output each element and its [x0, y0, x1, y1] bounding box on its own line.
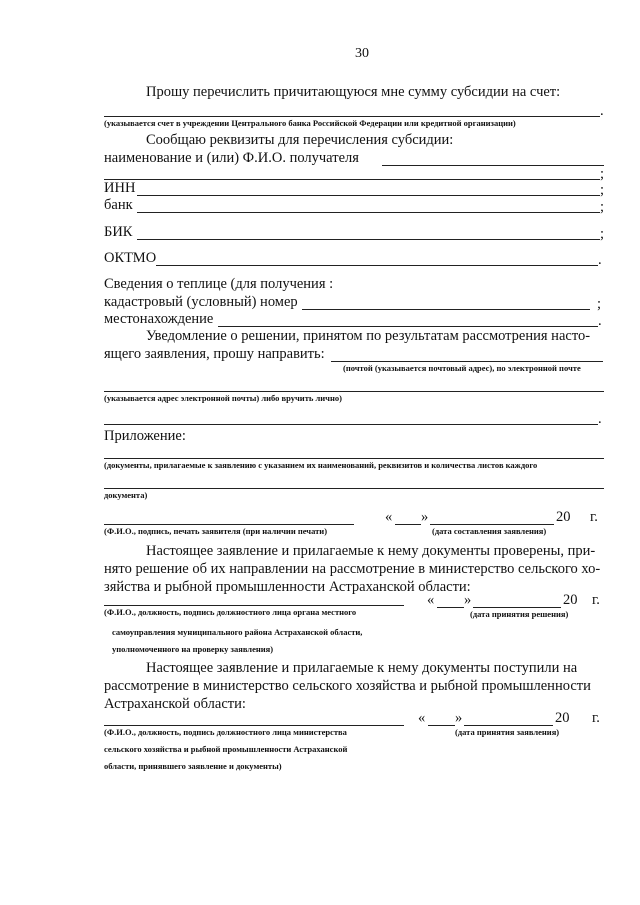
greenhouse-title: Сведения о теплице (для получения : [104, 276, 334, 292]
quote-open-2: « [427, 592, 435, 608]
hint-ministry-3: области, принявшего заявление и документы) [104, 761, 282, 771]
day-line [395, 524, 421, 525]
checked-line-1: Настоящее заявление и прилагаемые к нему документы проверены, при- [146, 543, 596, 559]
hint-post: (почтой (указывается почтовый адрес), по электронной почте [343, 363, 581, 373]
cadastral-semicolon: ; [597, 296, 602, 312]
recipient-line [382, 165, 604, 166]
requisites-intro: Сообщаю реквизиты для перечисления субсидии: [146, 132, 454, 148]
month-line-2 [473, 607, 561, 608]
quote-open: « [385, 509, 393, 525]
attachment-line-2 [104, 488, 604, 489]
bank-line [137, 212, 600, 213]
oktmo-label: ОКТМО [104, 250, 157, 266]
ministry-signature-line [104, 725, 404, 726]
account-dot: . [600, 103, 604, 119]
hint-date-compile: (дата составления заявления) [432, 526, 547, 536]
extra-dot: . [598, 411, 602, 427]
received-line-2: рассмотрение в министерство сельского хозяйства и рыбной промышленности [104, 678, 591, 694]
inn-line [137, 195, 600, 196]
checked-line-2: нято решение об их направлении на рассмотрение в министерство сельского хо- [104, 561, 601, 577]
quote-close: » [421, 509, 429, 525]
extra-line [104, 424, 598, 425]
hint-docs-2: документа) [104, 490, 148, 500]
page-number: 30 [355, 46, 369, 61]
year-prefix: 20 [556, 509, 571, 525]
inn-semicolon: ; [600, 182, 605, 198]
bik-line [137, 239, 600, 240]
request-line: Прошу перечислить причитающуюся мне сумму субсидии на счет: [146, 84, 561, 100]
hint-official-3: уполномоченного на проверку заявления) [112, 644, 274, 654]
cadastral-label: кадастровый (условный) номер [104, 294, 298, 310]
day-line-3 [428, 725, 455, 726]
applicant-signature-line [104, 524, 354, 525]
attachment-line [104, 458, 604, 459]
inn-label: ИНН [104, 180, 136, 196]
hint-docs: (документы, прилагаемые к заявлению с указанием их наименований, реквизитов и количества листов каждого [104, 460, 538, 470]
bank-semicolon: ; [600, 199, 605, 215]
month-line [430, 524, 554, 525]
email-line [104, 391, 604, 392]
hint-official-2: самоуправления муниципального района Астраханской области, [112, 627, 363, 637]
account-line [104, 116, 600, 117]
notice-line-1: Уведомление о решении, принятом по результатам рассмотрения насто- [146, 328, 591, 344]
year-prefix-3: 20 [555, 710, 570, 726]
oktmo-line [156, 265, 598, 266]
received-line-3: Астраханской области: [104, 696, 246, 712]
hint-account: (указывается счет в учреждении Центрального банка Российской Федерации или кредитной организации) [104, 118, 516, 128]
checked-line-3: зяйства и рыбной промышленности Астраханской области: [104, 579, 471, 595]
notice-line-2: ящего заявления, прошу направить: [104, 346, 325, 362]
received-line-1: Настоящее заявление и прилагаемые к нему документы поступили на [146, 660, 578, 676]
location-label: местонахождение [104, 311, 214, 327]
attachment-label: Приложение: [104, 428, 186, 444]
notice-line [331, 361, 603, 362]
quote-open-3: « [418, 710, 426, 726]
hint-official-1: (Ф.И.О., должность, подпись должностного лица органа местного [104, 607, 357, 617]
official-signature-line [104, 605, 404, 606]
quote-close-3: » [455, 710, 463, 726]
bik-label: БИК [104, 224, 133, 240]
recipient-semicolon: ; [600, 166, 605, 182]
hint-date-accept: (дата принятия заявления) [455, 727, 560, 737]
month-line-3 [464, 725, 553, 726]
recipient-label: наименование и (или) Ф.И.О. получателя [104, 150, 359, 166]
year-prefix-2: 20 [563, 592, 578, 608]
year-suffix-2: г. [592, 592, 600, 608]
cadastral-line [302, 309, 590, 310]
hint-applicant: (Ф.И.О., подпись, печать заявителя (при наличии печати) [104, 526, 328, 536]
recipient-line-2 [104, 179, 600, 180]
hint-email: (указывается адрес электронной почты) либо вручить лично) [104, 393, 342, 403]
bank-label: банк [104, 197, 133, 213]
hint-date-decision: (дата принятия решения) [470, 609, 569, 619]
hint-ministry-2: сельского хозяйства и рыбной промышленности Астраханской [104, 744, 348, 754]
bik-semicolon: ; [600, 226, 605, 242]
location-line [218, 326, 598, 327]
location-dot: . [598, 313, 602, 329]
day-line-2 [437, 607, 464, 608]
year-suffix: г. [590, 509, 598, 525]
year-suffix-3: г. [592, 710, 600, 726]
quote-close-2: » [464, 592, 472, 608]
hint-ministry-1: (Ф.И.О., должность, подпись должностного лица министерства [104, 727, 347, 737]
oktmo-dot: . [598, 252, 602, 268]
